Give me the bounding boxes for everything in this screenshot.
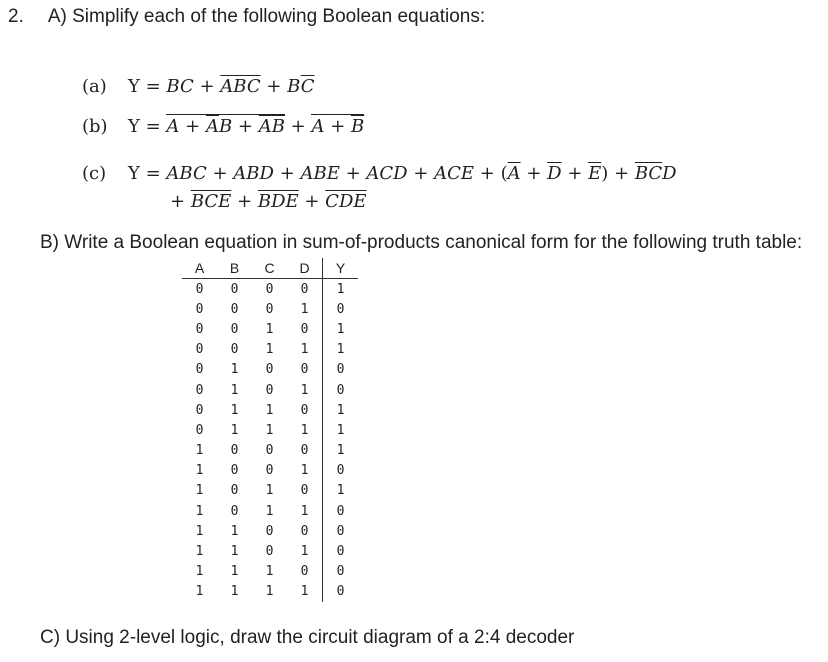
cell-d: 0 [300,443,309,459]
cell-y: 0 [323,582,359,602]
cell-d: 0 [300,523,309,539]
table-row [182,501,358,521]
cell-a: 0 [195,301,204,317]
question-number: 2. [8,6,24,27]
cell-d: 1 [300,544,309,560]
cell-b: 0 [230,301,239,317]
cell-a: 0 [195,402,204,418]
table-row [182,319,358,339]
cell-b: 1 [230,422,239,438]
cell-y: 0 [323,501,359,521]
cell-a: 1 [195,584,204,600]
equation-a-label: (a) [82,76,107,97]
cell-b: 1 [230,584,239,600]
cell-y: 0 [323,299,359,319]
cell-a: 1 [195,483,204,499]
cell-d: 0 [300,281,309,297]
cell-c: 0 [265,362,274,378]
cell-c: 0 [265,382,274,398]
table-row [182,541,358,561]
cell-d: 1 [300,463,309,479]
table-row [182,360,358,380]
cell-c: 1 [265,503,274,519]
cell-y: 1 [323,400,359,420]
table-row [182,420,358,440]
table-row [182,582,358,602]
cell-d: 1 [300,342,309,358]
cell-y: 0 [323,461,359,481]
cell-c: 0 [265,301,274,317]
part-b-title: B) Write a Boolean equation in sum-of-products canonical form for the following truth table: [40,232,803,253]
cell-a: 0 [195,362,204,378]
cell-y: 0 [323,562,359,582]
cell-d: 1 [300,584,309,600]
table-row [182,441,358,461]
cell-c: 0 [265,523,274,539]
cell-d: 1 [300,422,309,438]
table-row [182,562,358,582]
equation-b [82,116,364,137]
table-row [182,521,358,541]
cell-c: 1 [265,342,274,358]
cell-y: 0 [323,360,359,380]
cell-d: 0 [300,402,309,418]
cell-d: 1 [300,301,309,317]
cell-a: 0 [195,321,204,337]
cell-d: 0 [300,321,309,337]
question-heading [8,6,485,28]
equation-b-body: $Y = A + \overline{A}B + \overline{A}\overline{B} + A + \overline{B}$ [128,116,365,137]
cell-b: 0 [230,321,239,337]
cell-b: 0 [230,483,239,499]
cell-d: 0 [300,362,309,378]
part-a-title: A) Simplify each of the following Boolean equations: [47,6,486,27]
cell-b: 1 [230,362,239,378]
cell-a: 1 [195,503,204,519]
cell-d: 0 [300,564,309,580]
truth-table-header [182,258,358,279]
cell-b: 1 [230,402,239,418]
cell-y: 1 [323,340,359,360]
header-y: Y [323,258,359,279]
part-c-title: C) Using 2-level logic, draw the circuit diagram of a 2:4 decoder [40,627,575,648]
header-b: B [217,258,252,279]
cell-b: 0 [230,503,239,519]
cell-a: 0 [195,342,204,358]
cell-b: 0 [230,281,239,297]
table-row [182,481,358,501]
cell-a: 1 [195,463,204,479]
equation-c [82,163,677,184]
table-row [182,279,358,300]
equation-c-body-line2: + $\overline{B}\overline{C}\overline{E} + \overline{B}\overline{D}\overline{E} + \overline{C}\overline{D}\overline{E}$ [170,191,367,212]
table-row [182,299,358,319]
cell-d: 1 [300,503,309,519]
cell-b: 0 [230,463,239,479]
cell-a: 0 [195,281,204,297]
cell-a: 0 [195,422,204,438]
cell-b: 1 [230,382,239,398]
table-row [182,340,358,360]
table-row [182,400,358,420]
cell-y: 1 [323,279,359,300]
truth-table-body [182,279,358,603]
cell-y: 1 [323,319,359,339]
truth-table [182,258,358,602]
cell-y: 0 [323,521,359,541]
cell-d: 1 [300,382,309,398]
cell-b: 1 [230,564,239,580]
cell-b: 0 [230,342,239,358]
cell-c: 1 [265,564,274,580]
cell-a: 1 [195,564,204,580]
equation-b-label: (b) [82,116,108,137]
cell-y: 1 [323,420,359,440]
header-c: C [252,258,287,279]
cell-c: 1 [265,422,274,438]
cell-y: 1 [323,441,359,461]
table-row [182,380,358,400]
header-a: A [182,258,217,279]
cell-b: 1 [230,544,239,560]
equation-c-label: (c) [82,163,107,184]
cell-a: 1 [195,443,204,459]
equation-a-body: Y = BC + $\overline{A}\overline{BC} + B\overline{C}$ [128,76,315,97]
cell-c: 0 [265,544,274,560]
cell-c: 1 [265,483,274,499]
cell-c: 0 [265,443,274,459]
equation-c-line2 [170,191,367,212]
cell-c: 1 [265,402,274,418]
cell-c: 1 [265,584,274,600]
cell-y: 1 [323,481,359,501]
cell-y: 0 [323,541,359,561]
cell-c: 1 [265,321,274,337]
cell-c: 0 [265,281,274,297]
cell-y: 0 [323,380,359,400]
cell-d: 0 [300,483,309,499]
cell-a: 0 [195,382,204,398]
cell-b: 1 [230,523,239,539]
cell-c: 0 [265,463,274,479]
cell-b: 0 [230,443,239,459]
header-d: D [287,258,323,279]
table-row [182,461,358,481]
cell-a: 1 [195,544,204,560]
equation-a [82,76,315,97]
equation-c-body-line1: Y = ABC + ABD + ABE + ACD + ACE + $(\overline{A} + \overline{D} + \overline{E}) + \overline{B}\overline{C}D$ [128,163,677,184]
cell-a: 1 [195,523,204,539]
